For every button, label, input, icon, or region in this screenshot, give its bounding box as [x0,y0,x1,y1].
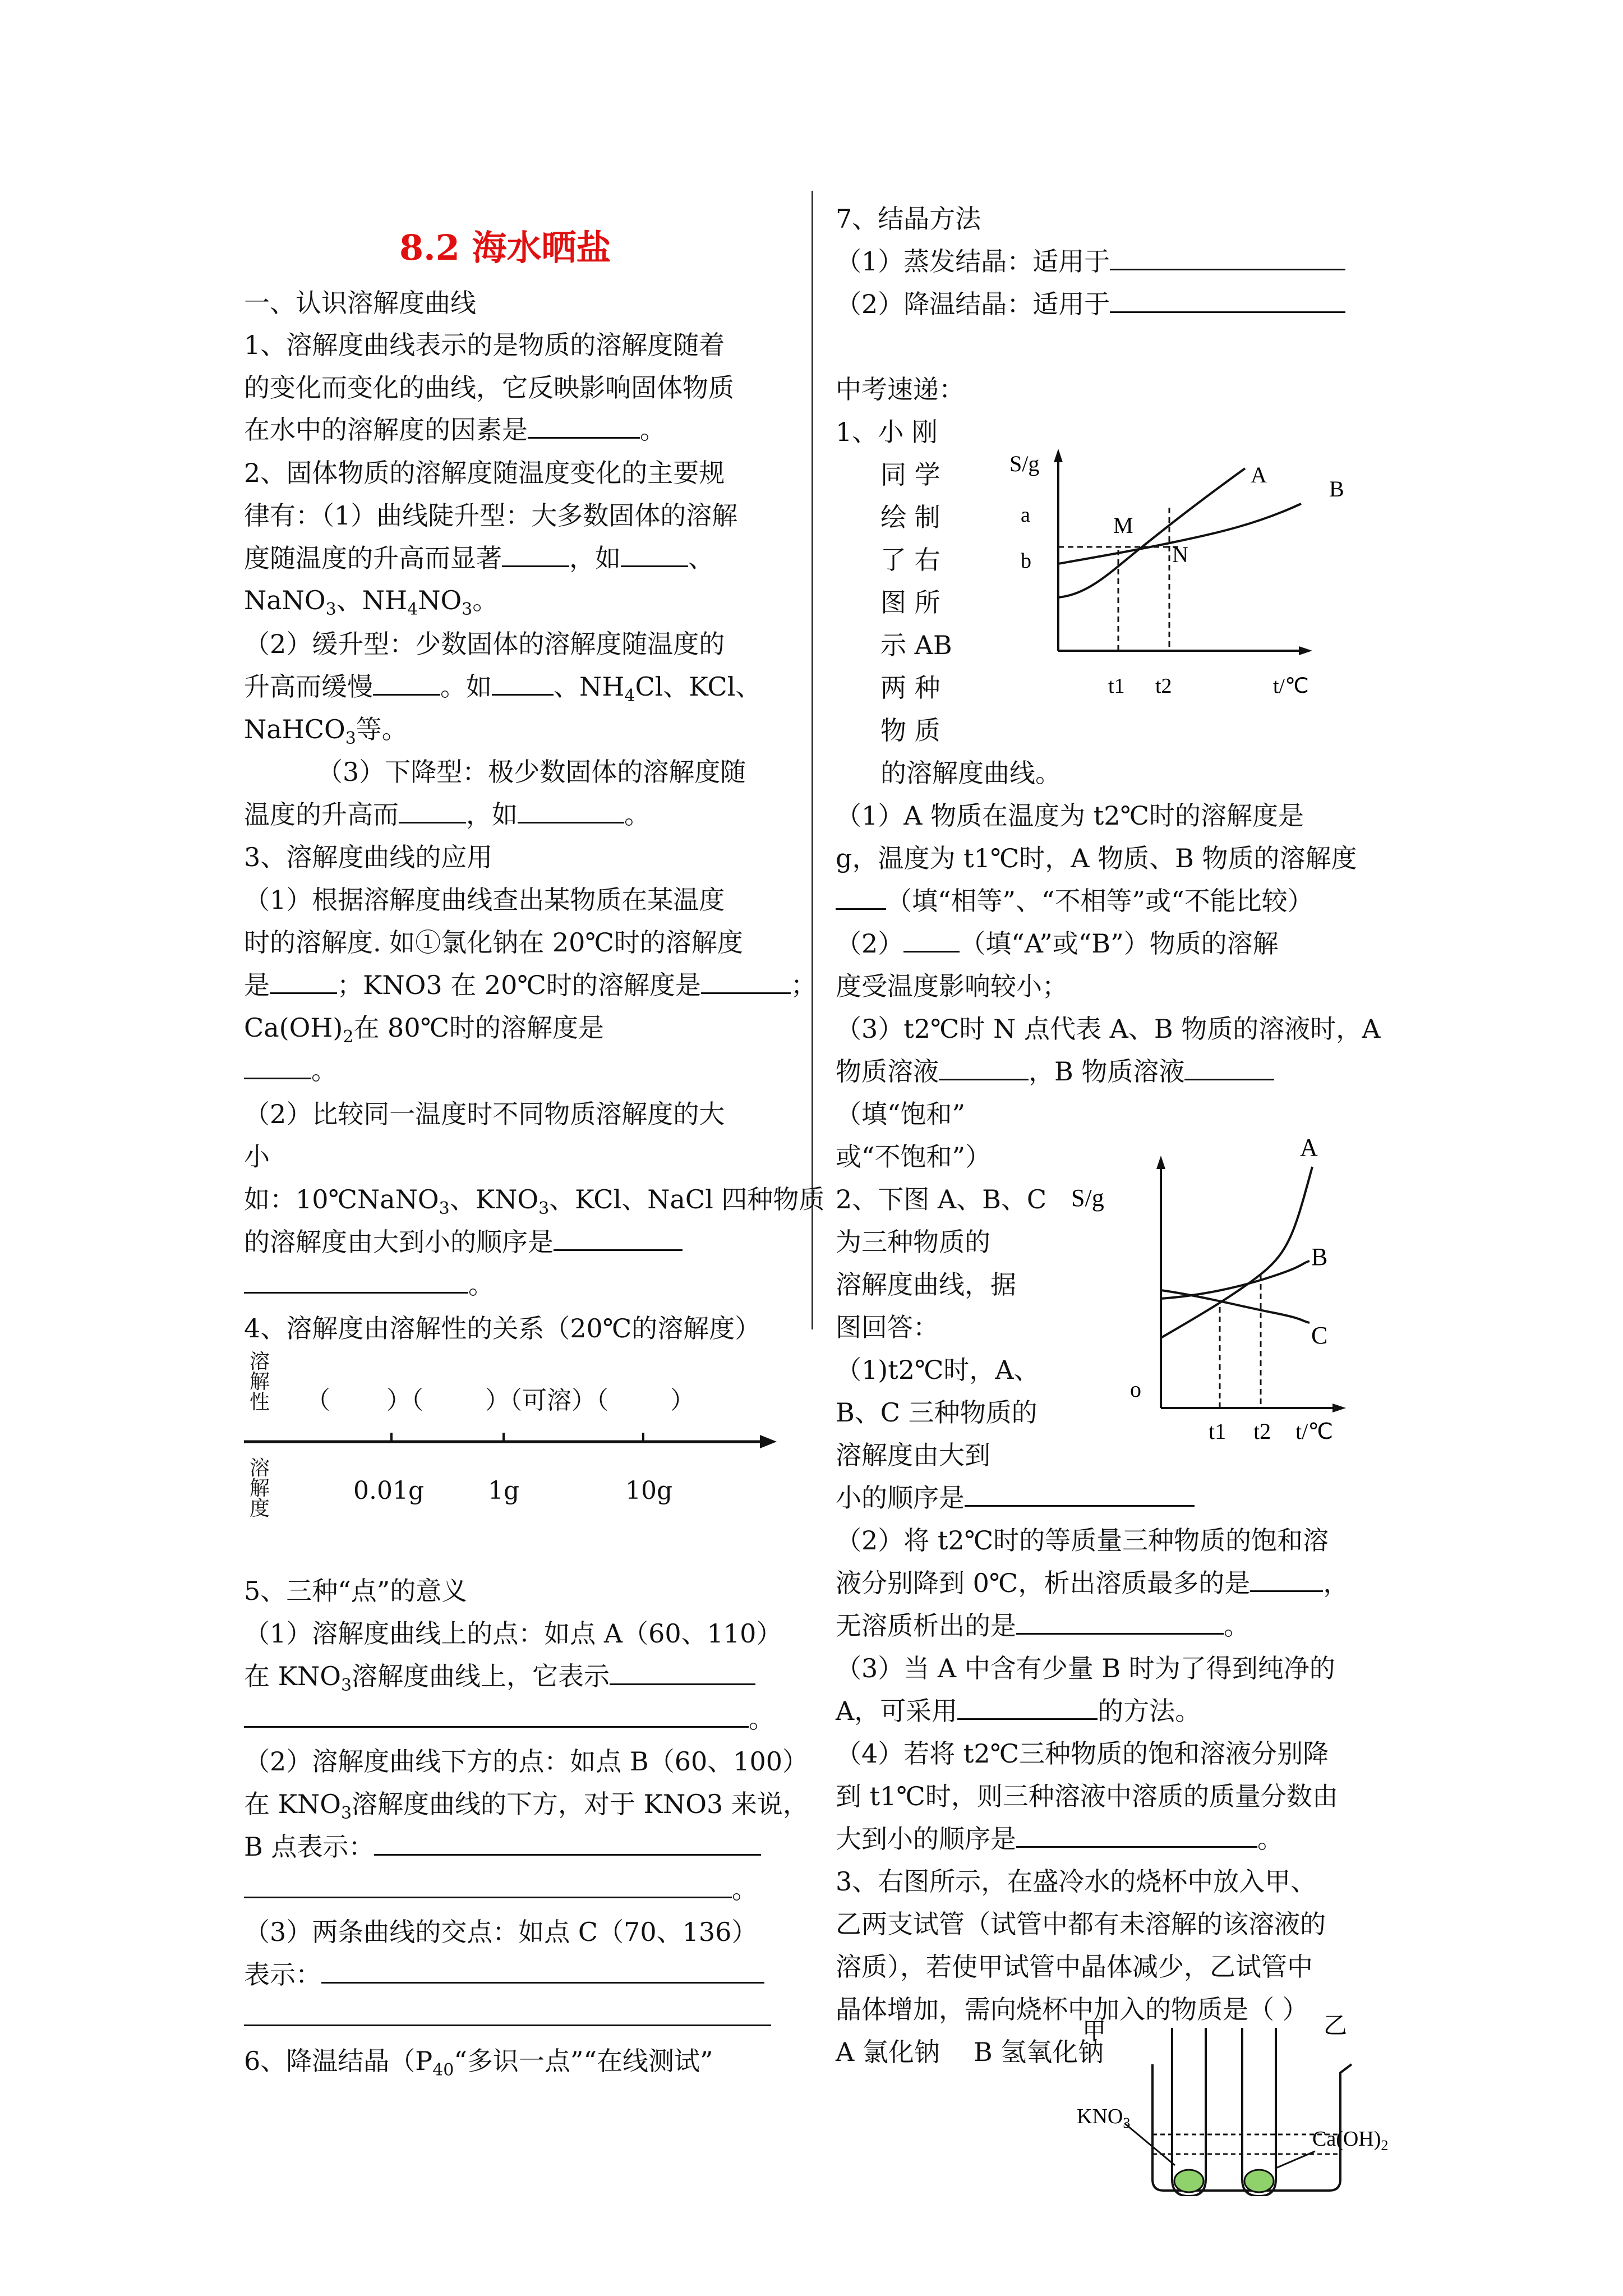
answer-blank[interactable] [836,886,886,910]
column-divider [811,191,813,1329]
label-A: A [1300,1134,1318,1161]
q1-line3: 在水中的溶解度的因素是 。 [244,415,666,445]
e1-lead-5: 图 所 [880,587,940,618]
answer-blank[interactable] [1016,1611,1224,1635]
exam-heading: 中考速递： [836,374,965,404]
answer-blank[interactable] [903,928,960,953]
y-axis-label: S/g [1071,1184,1104,1212]
q2-line1: 2、固体物质的溶解度随温度变化的主要规 [244,458,725,488]
q6-line: 6、降温结晶（$P_{40}“$多识一点”“在线测试” [244,2046,713,2081]
answer-blank[interactable] [621,543,688,567]
label-B: B [1311,1243,1328,1271]
q3-line4: $Ca(OH)_2$在 80℃时的溶解度是 [244,1013,605,1047]
e1-lead-6: 示 AB [880,630,952,660]
q5b-line2: 在 $KNO_3$溶解度曲线的下方，对于 KNO3 来说， [244,1789,809,1824]
curve-A [1161,1167,1312,1338]
tick-t2: t2 [1155,674,1172,698]
x-axis-label: t/℃ [1295,1419,1334,1444]
q2-line3: 度随温度的升高而显著 ，如 、 [244,543,714,573]
q3-line5: 。 [244,1055,337,1086]
e2-q2: （2）将 t2℃时的等质量三种物质的饱和溶 [836,1525,1329,1556]
q5c-line3 [244,2001,771,2033]
tick-t1: t1 [1108,674,1125,698]
answer-blank[interactable] [244,1874,732,1898]
q5b-line3: B 点表示： [244,1831,761,1862]
answer-blank[interactable] [1016,1824,1257,1848]
answer-blank[interactable] [965,1483,1195,1507]
answer-blank[interactable] [701,970,791,994]
q2-line2: 律有：（1）曲线陡升型：大多数固体的溶解 [244,500,738,531]
e2-q2c: 无溶质析出的是 。 [836,1611,1249,1641]
answer-blank[interactable] [1110,289,1345,313]
answer-blank[interactable] [518,799,624,823]
beaker-figure [1077,2011,1391,2196]
q5c-line2: 表示： [244,1959,764,1990]
label-b: b [1021,549,1031,573]
q2c-line1: （3）下降型：极少数固体的溶解度随 [317,757,746,787]
e1-q3c: （填“饱和” [836,1099,966,1129]
label-M: M [1113,513,1133,538]
q2b-line1: （2）缓升型：少数固体的溶解度随温度的 [244,629,725,659]
tube-jia-label: 甲 [1082,2019,1106,2045]
q5b-line1: （2）溶解度曲线下方的点：如点 B（60、100） [244,1746,809,1777]
q7-heading: 7、结晶方法 [836,204,981,234]
e1-q2b: 度受温度影响较小； [836,971,1068,1001]
e2-line6: B、C 三种物质的 [836,1397,1038,1428]
tick-label: 10g [625,1476,673,1505]
answer-blank[interactable] [244,1055,311,1079]
answer-blank[interactable] [502,543,569,567]
e2-line4: 图回答： [836,1312,939,1342]
label-B: B [1329,476,1344,501]
label-A: A [1251,462,1267,487]
tick-t2: t2 [1253,1419,1271,1444]
option-b[interactable]: B 氢氧化钠 [973,2037,1104,2067]
answer-blank[interactable] [492,671,554,696]
e2-q4c: 大到小的顺序是 。 [836,1824,1283,1854]
e3-line2: 乙两支试管（试管中都有未溶解的该溶液的 [836,1909,1326,1939]
answer-blank[interactable] [374,1832,761,1856]
tick-label: 1g [488,1476,520,1505]
section-heading: 一、认识溶解度曲线 [244,288,476,318]
answer-blank[interactable] [1250,1568,1323,1592]
answer-blank[interactable] [610,1661,755,1685]
e1-lead-9: 的溶解度曲线。 [880,758,1061,788]
e2-line8: 小的顺序是 [836,1482,1195,1513]
y-axis-label: S/g [1009,451,1040,476]
e2-q4: （4）若将 t2℃三种物质的饱和溶液分别降 [836,1738,1329,1769]
q4-heading: 4、溶解度由溶解性的关系（20℃的溶解度） [244,1313,761,1343]
e2-q2b: 液分别降到 0℃，析出溶质最多的是 ， [836,1568,1349,1598]
e2-q3b: A，可采用 的方法。 [836,1696,1201,1726]
q5b-line4: 。 [244,1874,758,1905]
e2-q4b: 到 t1℃时，则三种溶液中溶质的质量分数由 [836,1781,1338,1811]
e1-q2: （2） （填“A”或“B”）物质的溶解 [836,928,1279,959]
e2-line2: 为三种物质的 [836,1227,990,1257]
label-N: N [1172,542,1188,567]
e2-line5: （1)t2℃时，A、 [836,1355,1040,1385]
q3b-line4: 的溶解度由大到小的顺序是 [244,1226,683,1258]
tick-t1: t1 [1209,1419,1227,1444]
tube-yi-label: 乙 [1324,2013,1348,2039]
answer-blank[interactable] [244,2002,771,2026]
e1-q1c: （填“相等”、“不相等”或“不能比较） [836,885,1313,917]
e3-line1: 3、右图所示，在盛冷水的烧杯中放入甲、 [836,1866,1317,1897]
e1-q3d: 或“不饱和”） [836,1142,992,1172]
answer-blank[interactable] [244,1269,468,1294]
e1-lead-4: 了 右 [880,545,940,575]
q3-line1: （1）根据溶解度曲线查出某物质在某温度 [244,885,725,915]
q3-heading: 3、溶解度曲线的应用 [244,842,493,872]
solubility-label: 溶 解 性 [250,1350,270,1414]
solubility-value-label: 溶 解 度 [250,1457,270,1520]
origin-label: o [1130,1377,1141,1402]
q7-line2: （2）降温结晶：适用于 [836,288,1345,320]
e3-options [836,2036,1104,2068]
q3b-line3: 如：10℃NaNO$_3$、$KNO_3$、KCl、NaCl 四种物质 [244,1184,825,1219]
e2-line3: 溶解度曲线，据 [836,1269,1016,1300]
solubility-brackets: （ ）（ ）（可溶）（ ） [306,1386,695,1415]
crystal-jia [1174,2170,1204,2192]
answer-blank[interactable] [957,1696,1098,1720]
answer-blank[interactable] [244,1704,749,1728]
option-a[interactable]: A 氯化钠 [836,2037,940,2067]
e1-lead-1: 1、小 刚 [836,417,938,447]
q3b-line1: （2）比较同一温度时不同物质溶解度的大 [244,1099,725,1129]
e1-q1b: g，温度为 t1℃时，A 物质、B 物质的溶解度 [836,843,1357,873]
scale-axis [244,1425,782,1458]
q2b-line3: NaHCO$_3$等。 [244,714,408,749]
e1-q3: （3）t2℃时 N 点代表 A、B 物质的溶液时，A [836,1014,1381,1044]
curve-C [1161,1290,1310,1323]
kno3-label: $KNO_3$ [1077,2105,1131,2131]
solubility-chart-abc [1071,1128,1374,1453]
e2-q3: （3）当 A 中含有少量 B 时为了得到纯净的 [836,1653,1335,1683]
e1-lead-7: 两 种 [880,673,940,703]
q3-line3: 是 ；KNO3 在 20℃时的溶解度是 ； [244,970,817,1000]
x-axis-label: t/℃ [1273,674,1309,698]
answer-blank[interactable] [321,1959,764,1984]
q3b-line2: 小 [244,1142,270,1172]
q1-line2: 的变化而变化的曲线，它反映影响固体物质 [244,372,734,403]
q5-line1: （1）溶解度曲线上的点：如点 A（60、110） [244,1618,782,1649]
q5c-line1: （3）两条曲线的交点：如点 C（70、136） [244,1917,758,1947]
label-C: C [1311,1322,1328,1349]
answer-blank[interactable] [528,415,640,439]
q2b-line2: 升高而缓慢 。如 、$NH_4Cl$、KCl、 [244,671,762,706]
q2c-line2: 温度的升高而 ，如 。 [244,799,650,830]
crystal-yi [1244,2170,1274,2192]
q7-line1: （1）蒸发结晶：适用于 [836,246,1345,277]
e1-lead-8: 物 质 [880,715,940,746]
q5-heading: 5、三种“点”的意义 [244,1576,468,1606]
q3-line2: 时的溶解度. 如①氯化钠在 20℃时的溶解度 [244,927,743,958]
e1-lead-3: 绘 制 [880,502,940,532]
answer-blank[interactable] [1184,1056,1274,1080]
e2-line1: 2、下图 A、B、C [836,1184,1047,1214]
e3-line3: 溶质），若使甲试管中晶体减少，乙试管中 [836,1952,1313,1982]
solubility-chart-ab [1009,438,1374,707]
q5-line3: 。 [244,1703,774,1734]
q3b-line5: 。 [244,1269,494,1300]
e2-line7: 溶解度由大到 [836,1440,990,1470]
tick-label: 0.01g [353,1476,425,1505]
label-a: a [1021,503,1030,527]
answer-blank[interactable] [554,1227,683,1251]
caoh2-label: $Ca(OH)_2$ [1312,2127,1389,2154]
page-title: 8.2 海水晒盐 [399,227,611,268]
solubility-scale [244,1352,794,1543]
q1-line1: 1、溶解度曲线表示的是物质的溶解度随着 [244,330,725,360]
e1-q3b: 物质溶液 ，B 物质溶液 [836,1056,1274,1087]
answer-blank[interactable] [373,671,440,696]
answer-blank[interactable] [1110,246,1345,270]
answer-blank[interactable] [939,1056,1029,1080]
e3-line4: 晶体增加，需向烧杯中加入的物质是（ ） [836,1994,1308,2024]
answer-blank[interactable] [270,970,337,994]
q5-line2: 在 $KNO_3$溶解度曲线上，它表示 [244,1660,755,1701]
e1-q1: （1）A 物质在温度为 t2℃时的溶解度是 [836,800,1304,831]
q2-line4: NaNO$_3$、$NH_4NO_3$。 [244,585,499,620]
answer-blank[interactable] [399,799,466,823]
e1-lead-2: 同 学 [880,459,940,490]
